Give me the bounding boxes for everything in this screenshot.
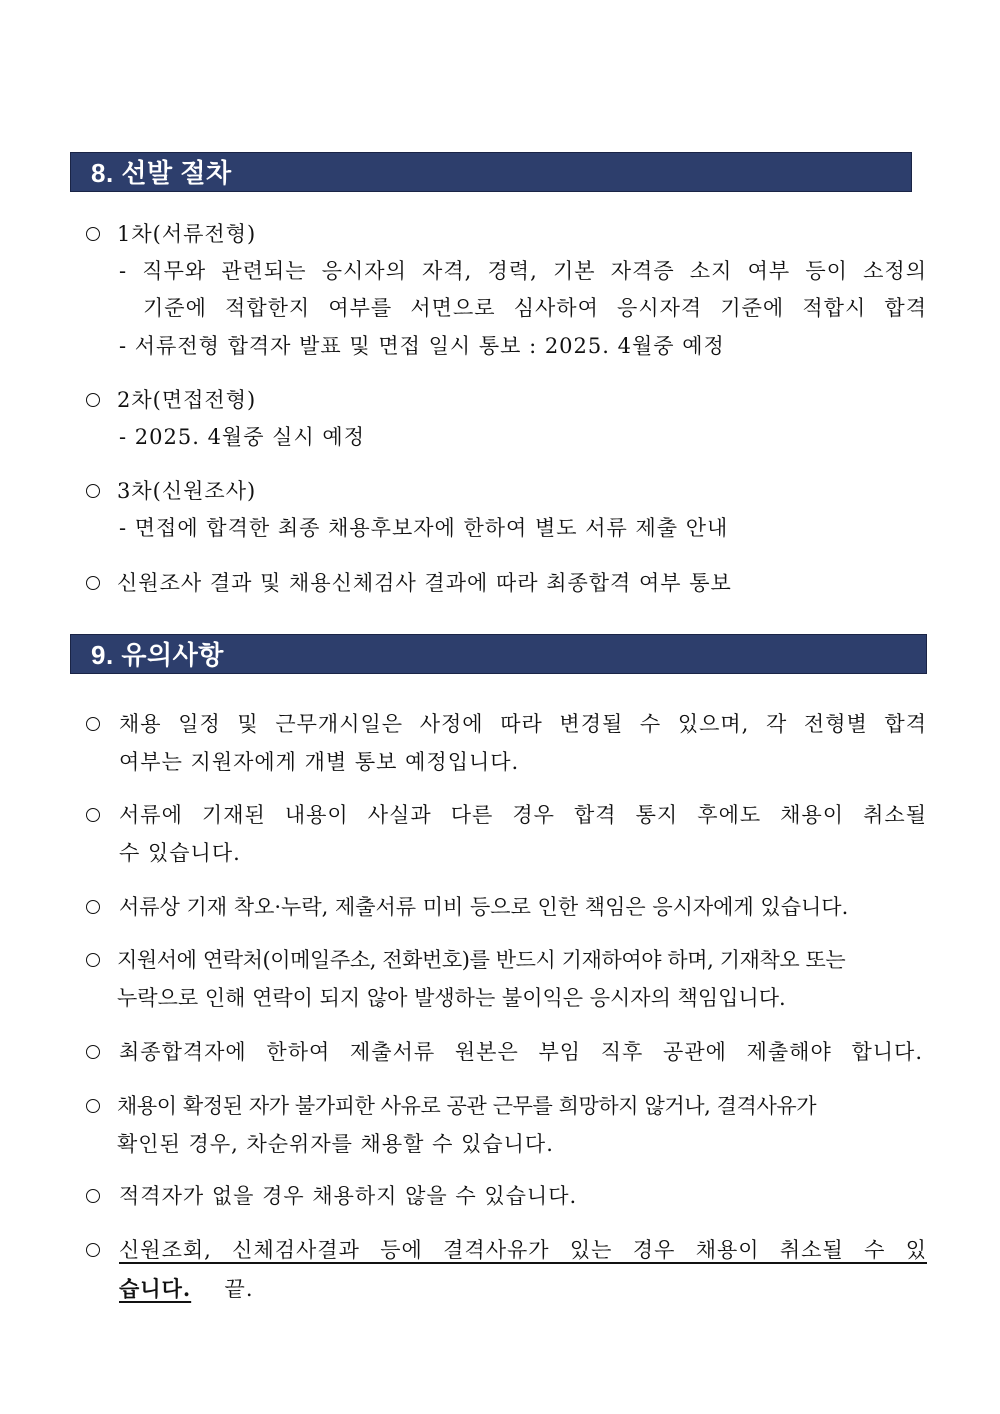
note-line: 적격자가 없을 경우 채용하지 않을 수 있습니다. bbox=[119, 1184, 578, 1208]
step-1-item: 기준에 적합한지 여부를 서면으로 심사하여 응시자격 기준에 적합시 합격 bbox=[143, 296, 927, 320]
end-mark: 끝. bbox=[224, 1277, 254, 1301]
note-line: 서류에 기재된 내용이 사실과 다른 경우 합격 통지 후에도 채용이 취소될 bbox=[119, 803, 927, 827]
step-1-item: - 직무와 관련되는 응시자의 자격, 경력, 기본 자격증 소지 여부 등이 소정의 bbox=[119, 259, 927, 283]
note-line: 확인된 경우, 차순위자를 채용할 수 있습니다. bbox=[117, 1132, 554, 1156]
note-line: 지원서에 연락처(이메일주소, 전화번호)를 반드시 기재하여야 하며, 기재착오 또는 bbox=[117, 948, 846, 972]
circle-bullet-icon bbox=[86, 1099, 100, 1113]
final-warning-line: 신원조회, 신체검사결과 등에 결격사유가 있는 경우 채용이 취소될 수 있 bbox=[119, 1238, 927, 1262]
circle-bullet-icon bbox=[86, 393, 100, 407]
circle-bullet-icon bbox=[86, 227, 100, 241]
note-line: 여부는 지원자에게 개별 통보 예정입니다. bbox=[119, 750, 520, 774]
section-8-header: 8. 선발 절차 bbox=[70, 152, 912, 192]
note-line: 서류상 기재 착오·누락, 제출서류 미비 등으로 인한 책임은 응시자에게 있습니다. bbox=[119, 895, 849, 919]
note-line: 채용 일정 및 근무개시일은 사정에 따라 변경될 수 있으며, 각 전형별 합격 bbox=[119, 712, 927, 736]
circle-bullet-icon bbox=[86, 900, 100, 914]
circle-bullet-icon bbox=[86, 484, 100, 498]
section-9-header: 9. 유의사항 bbox=[70, 634, 927, 674]
note-line: 최종합격자에 한하여 제출서류 원본은 부임 직후 공관에 제출해야 합니다. bbox=[119, 1040, 923, 1064]
note-line: 채용이 확정된 자가 불가피한 사유로 공관 근무를 희망하지 않거나, 결격사유가 bbox=[117, 1094, 817, 1118]
circle-bullet-icon bbox=[86, 576, 100, 590]
circle-bullet-icon bbox=[86, 717, 100, 731]
step-2-heading: 2차(면접전형) bbox=[117, 388, 257, 412]
final-warning-underlined: 습니다. bbox=[119, 1276, 192, 1301]
circle-bullet-icon bbox=[86, 953, 100, 967]
note-line: 누락으로 인해 연락이 되지 않아 발생하는 불이익은 응시자의 책임입니다. bbox=[117, 986, 786, 1010]
circle-bullet-icon bbox=[86, 808, 100, 822]
final-result-note: 신원조사 결과 및 채용신체검사 결과에 따라 최종합격 여부 통보 bbox=[117, 571, 732, 595]
step-1-item: - 서류전형 합격자 발표 및 면접 일시 통보 : 2025. 4월중 예정 bbox=[119, 334, 725, 358]
step-3-heading: 3차(신원조사) bbox=[117, 479, 257, 503]
step-3-item: - 면접에 합격한 최종 채용후보자에 한하여 별도 서류 제출 안내 bbox=[119, 516, 729, 540]
step-1-heading: 1차(서류전형) bbox=[117, 222, 257, 246]
circle-bullet-icon bbox=[86, 1243, 100, 1257]
note-line: 수 있습니다. bbox=[119, 841, 241, 865]
step-2-item: - 2025. 4월중 실시 예정 bbox=[119, 425, 365, 449]
circle-bullet-icon bbox=[86, 1045, 100, 1059]
circle-bullet-icon bbox=[86, 1189, 100, 1203]
final-warning-line-2 bbox=[119, 1270, 254, 1308]
